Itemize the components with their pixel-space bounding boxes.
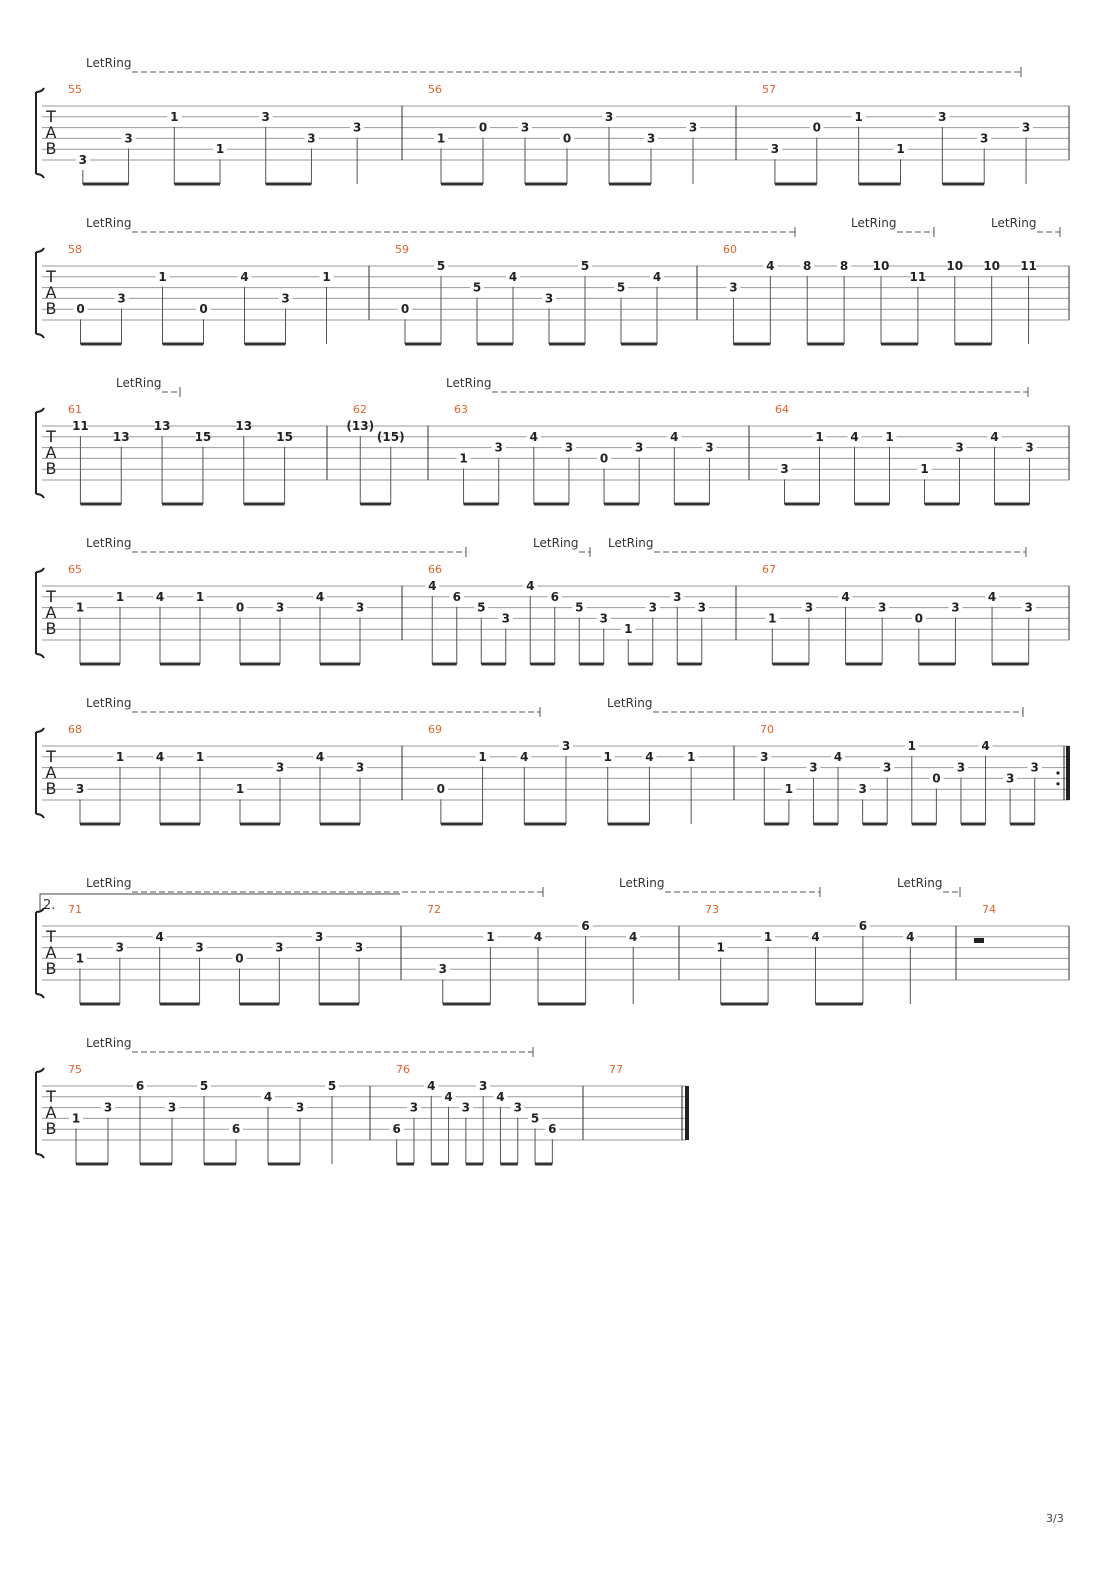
measure-number: 58 — [68, 243, 82, 256]
fret-number: 1 — [768, 611, 777, 626]
fret-number: (13) — [346, 419, 375, 433]
tab-system — [36, 536, 1069, 664]
letring-label: LetRing — [86, 56, 132, 70]
fret-number: 11 — [72, 419, 89, 433]
tab-clef-letter: B — [45, 139, 57, 158]
system-bracket — [36, 248, 44, 338]
fret-number: 13 — [112, 429, 130, 444]
fret-number: 3 — [688, 120, 698, 135]
letring-label: LetRing — [607, 696, 653, 710]
fret-number: 1 — [170, 109, 179, 124]
fret-number: 5 — [616, 280, 626, 295]
fret-number: 4 — [629, 929, 638, 944]
fret-number: 1 — [115, 749, 125, 764]
fret-number: 3 — [124, 131, 133, 146]
fret-number: 5 — [530, 1111, 540, 1126]
system-bracket — [36, 1068, 44, 1158]
fret-number: 6 — [550, 589, 559, 604]
fret-number: 4 — [670, 429, 679, 444]
fret-number: 4 — [520, 749, 529, 764]
measure — [346, 403, 428, 504]
tab-clef-letter: T — [46, 1087, 56, 1106]
fret-number: 3 — [648, 600, 657, 615]
tab-clef-letter: T — [46, 267, 56, 286]
tab-system — [36, 376, 1069, 504]
measure-number: 66 — [428, 563, 442, 576]
tab-clef-letter: A — [45, 1103, 57, 1122]
letring-label: LetRing — [608, 536, 654, 550]
fret-number: 8 — [803, 259, 812, 273]
fret-number: 1 — [763, 929, 773, 944]
fret-number: 0 — [76, 302, 85, 317]
fret-number: 3 — [352, 120, 362, 135]
fret-number: 1 — [907, 739, 916, 753]
fret-number: 1 — [195, 749, 205, 764]
fret-number: 1 — [896, 142, 905, 157]
fret-number: 3 — [195, 940, 204, 955]
fret-number: 3 — [1030, 760, 1039, 775]
volta-bracket — [40, 894, 400, 910]
tab-clef-letter: T — [46, 107, 56, 126]
measure-number: 65 — [68, 563, 82, 576]
fret-number: 3 — [858, 782, 867, 797]
letring-label: LetRing — [619, 876, 665, 890]
measure-number: 64 — [775, 403, 789, 416]
letring-label: LetRing — [86, 536, 132, 550]
fret-number: 1 — [459, 451, 468, 466]
measure — [705, 903, 956, 1004]
fret-number: 1 — [322, 269, 331, 284]
measure-number: 70 — [760, 723, 774, 736]
tab-system — [36, 216, 1069, 344]
tab-clef-letter: B — [45, 459, 57, 478]
fret-number: 4 — [427, 1079, 436, 1093]
fret-number: 3 — [307, 131, 316, 146]
fret-number: 1 — [478, 749, 487, 764]
system-bracket — [36, 728, 44, 818]
tab-clef-letter: B — [45, 299, 57, 318]
fret-number: 3 — [1005, 771, 1015, 786]
fret-number: 6 — [858, 919, 868, 933]
tab-clef-letter: B — [45, 959, 57, 978]
letring-label: LetRing — [991, 216, 1037, 230]
fret-number: 6 — [548, 1122, 557, 1137]
fret-number: 3 — [1024, 600, 1033, 615]
fret-number: 3 — [705, 440, 714, 455]
fret-number: 0 — [914, 611, 923, 626]
fret-number: 3 — [438, 962, 447, 977]
fret-number: 3 — [409, 1100, 419, 1115]
tab-system — [36, 876, 1069, 1004]
tab-clef-letter: A — [45, 603, 57, 622]
fret-number: 4 — [240, 269, 249, 284]
fret-number: 8 — [839, 259, 849, 273]
measure — [68, 903, 401, 1004]
fret-number: 3 — [281, 291, 290, 306]
fret-number: 3 — [955, 440, 964, 455]
measure-number: 68 — [68, 723, 82, 736]
fret-number: 1 — [436, 131, 446, 146]
fret-number: 4 — [850, 429, 859, 444]
fret-number: 1 — [784, 782, 794, 797]
fret-number: 3 — [604, 109, 614, 124]
measure — [974, 903, 1069, 980]
fret-number: 6 — [231, 1122, 241, 1137]
fret-number: 4 — [990, 429, 999, 444]
fret-number: 3 — [354, 940, 364, 955]
measure — [390, 1063, 583, 1164]
fret-number: 1 — [716, 940, 725, 955]
measure-number: 56 — [428, 83, 442, 96]
measure — [68, 723, 402, 824]
fret-number: 3 — [956, 760, 966, 775]
measure-number: 77 — [609, 1063, 623, 1076]
fret-number: 3 — [103, 1100, 113, 1115]
fret-number: 3 — [494, 440, 503, 455]
fret-number: 3 — [78, 153, 88, 167]
fret-number: 5 — [580, 259, 590, 273]
tab-clef-letter: A — [45, 283, 57, 302]
letring-label: LetRing — [86, 216, 132, 230]
fret-number: 3 — [261, 109, 270, 124]
fret-number: 4 — [155, 929, 164, 944]
tab-system — [36, 696, 1069, 824]
fret-number: 3 — [544, 291, 554, 306]
letring-label: LetRing — [851, 216, 897, 230]
letring-label: LetRing — [86, 1036, 132, 1050]
fret-number: 0 — [599, 451, 609, 466]
fret-number: 6 — [581, 919, 590, 933]
measure — [757, 723, 1069, 824]
measure-number: 71 — [68, 903, 82, 916]
fret-number: 4 — [155, 749, 165, 764]
measure — [427, 903, 679, 1004]
tab-clef-letter: A — [45, 943, 57, 962]
fret-number: 3 — [1025, 440, 1034, 455]
measure — [68, 243, 369, 344]
fret-number: 3 — [760, 749, 769, 764]
fret-number: 1 — [215, 142, 225, 157]
fret-number: 3 — [355, 600, 365, 615]
fret-number: 5 — [575, 600, 584, 615]
fret-number: 4 — [155, 589, 165, 604]
fret-number: (15) — [376, 429, 405, 444]
fret-number: 3 — [355, 760, 365, 775]
fret-number: 3 — [980, 131, 989, 146]
fret-number: 6 — [135, 1079, 145, 1093]
tab-clef-letter: A — [45, 123, 57, 142]
measure-number: 74 — [982, 903, 996, 916]
measure — [762, 83, 1069, 184]
fret-number: 3 — [804, 600, 814, 615]
tab-clef-letter: T — [46, 587, 56, 606]
fret-number: 3 — [635, 440, 644, 455]
fret-number: 1 — [115, 589, 125, 604]
measure-number: 67 — [762, 563, 776, 576]
fret-number: 6 — [392, 1122, 401, 1137]
fret-number: 4 — [906, 929, 915, 944]
letring-label: LetRing — [86, 696, 132, 710]
fret-number: 0 — [235, 600, 245, 615]
measure — [428, 83, 736, 184]
fret-number: 0 — [932, 771, 941, 786]
fret-number: 4 — [444, 1089, 453, 1104]
measure-number: 62 — [353, 403, 367, 416]
fret-number: 6 — [452, 589, 461, 604]
fret-number: 1 — [75, 951, 85, 966]
tab-clef-letter: A — [45, 443, 57, 462]
fret-number: 3 — [673, 589, 682, 604]
fret-number: 1 — [624, 622, 633, 637]
rest — [974, 938, 984, 943]
fret-number: 11 — [1020, 259, 1037, 273]
fret-number: 4 — [766, 259, 775, 273]
fret-number: 0 — [812, 120, 821, 135]
fret-number: 3 — [75, 782, 85, 797]
system-bracket — [36, 408, 44, 498]
measure — [723, 243, 1069, 344]
measure-number: 60 — [723, 243, 737, 256]
fret-number: 3 — [115, 940, 124, 955]
fret-number: 3 — [646, 131, 656, 146]
fret-number: 4 — [529, 429, 538, 444]
repeat-dot — [1056, 771, 1059, 774]
fret-number: 4 — [315, 749, 325, 764]
letring-label: LetRing — [116, 376, 162, 390]
fret-number: 3 — [117, 291, 126, 306]
fret-number: 4 — [981, 739, 990, 753]
fret-number: 10 — [872, 259, 890, 273]
fret-number: 4 — [526, 579, 535, 593]
fret-number: 3 — [938, 109, 947, 124]
fret-number: 3 — [295, 1100, 305, 1115]
fret-number: 1 — [75, 600, 85, 615]
page-number: 3/3 — [1046, 1512, 1064, 1525]
fret-number: 5 — [327, 1079, 337, 1093]
measure-number: 73 — [705, 903, 719, 916]
fret-number: 3 — [275, 760, 285, 775]
fret-number: 11 — [909, 269, 927, 284]
measure — [395, 243, 697, 344]
fret-number: 3 — [809, 760, 818, 775]
fret-number: 3 — [167, 1100, 177, 1115]
measure — [68, 83, 402, 184]
tab-clef-letter: B — [45, 619, 57, 638]
measure — [428, 723, 734, 824]
fret-number: 4 — [496, 1089, 505, 1104]
fret-number: 1 — [235, 782, 245, 797]
system-bracket — [36, 568, 44, 658]
fret-number: 0 — [199, 302, 208, 317]
tab-system — [36, 56, 1069, 184]
fret-number: 3 — [780, 462, 789, 477]
fret-number: 13 — [235, 419, 253, 433]
fret-number: 3 — [729, 280, 738, 295]
tab-clef-letter: T — [46, 927, 56, 946]
fret-number: 3 — [564, 440, 574, 455]
fret-number: 0 — [562, 131, 572, 146]
fret-number: 3 — [878, 600, 887, 615]
fret-number: 4 — [428, 579, 437, 593]
fret-number: 1 — [885, 429, 894, 444]
fret-number: 3 — [599, 611, 608, 626]
fret-number: 3 — [275, 940, 284, 955]
fret-number: 3 — [520, 120, 530, 135]
measure-number: 72 — [427, 903, 441, 916]
fret-number: 1 — [920, 462, 929, 477]
measure — [68, 1063, 370, 1164]
measure-number: 76 — [396, 1063, 410, 1076]
measure — [775, 403, 1069, 504]
letring-label: LetRing — [446, 376, 492, 390]
volta-label: 2. — [43, 898, 56, 913]
fret-number: 1 — [603, 749, 612, 764]
measure-number: 69 — [428, 723, 442, 736]
fret-number: 1 — [815, 429, 824, 444]
measure — [454, 403, 749, 504]
measure — [609, 1063, 686, 1140]
fret-number: 10 — [983, 259, 1001, 273]
fret-number: 4 — [987, 589, 997, 604]
fret-number: 3 — [770, 142, 780, 157]
letring-label: LetRing — [533, 536, 579, 550]
measure-number: 57 — [762, 83, 776, 96]
fret-number: 1 — [854, 109, 863, 124]
tab-clef-letter: B — [45, 779, 57, 798]
fret-number: 4 — [533, 929, 543, 944]
measure — [68, 563, 402, 664]
fret-number: 5 — [199, 1079, 209, 1093]
tab-system — [36, 1036, 687, 1164]
fret-number: 0 — [478, 120, 488, 135]
measure-number: 63 — [454, 403, 468, 416]
fret-number: 1 — [486, 929, 495, 944]
fret-number: 1 — [158, 269, 167, 284]
fret-number: 3 — [697, 600, 706, 615]
letring-label: LetRing — [86, 876, 132, 890]
fret-number: 4 — [263, 1089, 273, 1104]
fret-number: 1 — [195, 589, 205, 604]
fret-number: 3 — [275, 600, 285, 615]
tab-clef-letter: A — [45, 763, 57, 782]
fret-number: 3 — [513, 1100, 522, 1115]
fret-number: 3 — [315, 929, 324, 944]
fret-number: 3 — [478, 1079, 488, 1093]
measure — [762, 563, 1069, 664]
system-bracket — [36, 88, 44, 178]
fret-number: 15 — [276, 429, 293, 444]
measure-number: 75 — [68, 1063, 82, 1076]
fret-number: 5 — [472, 280, 482, 295]
fret-number: 4 — [315, 589, 325, 604]
repeat-dot — [1056, 782, 1059, 785]
letring-label: LetRing — [897, 876, 943, 890]
fret-number: 0 — [400, 302, 410, 317]
fret-number: 3 — [501, 611, 510, 626]
fret-number: 5 — [477, 600, 486, 615]
fret-number: 4 — [841, 589, 850, 604]
fret-number: 5 — [436, 259, 446, 273]
fret-number: 0 — [235, 951, 244, 966]
measure-number: 59 — [395, 243, 409, 256]
fret-number: 4 — [811, 929, 820, 944]
fret-number: 4 — [645, 749, 654, 764]
fret-number: 0 — [436, 782, 446, 797]
measure-number: 55 — [68, 83, 82, 96]
fret-number: 3 — [561, 739, 571, 753]
fret-number: 1 — [71, 1111, 81, 1126]
measure — [68, 403, 327, 504]
fret-number: 4 — [652, 269, 662, 284]
tab-clef-letter: B — [45, 1119, 57, 1138]
fret-number: 3 — [951, 600, 960, 615]
tab-clef-letter: T — [46, 427, 56, 446]
fret-number: 3 — [1021, 120, 1031, 135]
fret-number: 1 — [686, 749, 696, 764]
measure-number: 61 — [68, 403, 82, 416]
system-bracket — [36, 908, 44, 998]
fret-number: 4 — [833, 749, 843, 764]
fret-number: 3 — [461, 1100, 471, 1115]
tab-clef-letter: T — [46, 747, 56, 766]
fret-number: 15 — [194, 429, 212, 444]
measure — [425, 563, 736, 664]
fret-number: 10 — [946, 259, 964, 273]
fret-number: 4 — [508, 269, 518, 284]
fret-number: 13 — [153, 419, 171, 433]
fret-number: 3 — [883, 760, 892, 775]
